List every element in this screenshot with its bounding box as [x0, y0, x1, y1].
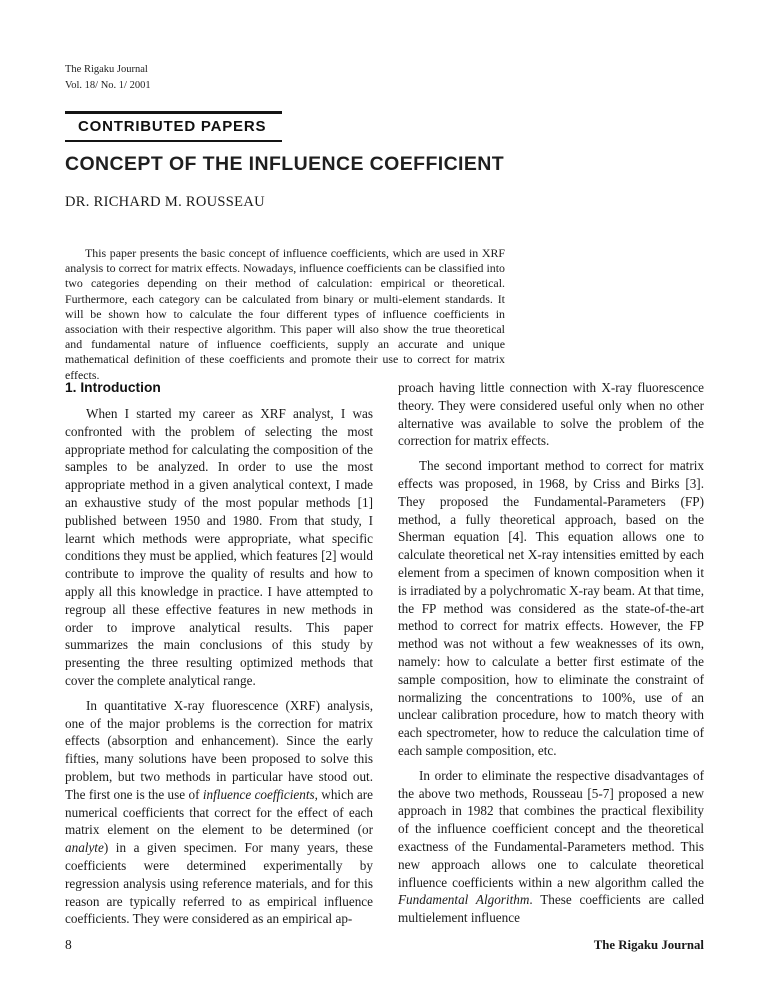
masthead-journal-name: The Rigaku Journal	[65, 64, 148, 75]
masthead	[65, 62, 151, 94]
left-column	[65, 379, 373, 935]
paragraph: In quantitative X-ray fluorescence (XRF) analysis, one of the major problems is the correction for matrix effects (absorption and enhancement). Since the early fifties, many solutions have been proposed to solve this problem, but two methods in particular have stood out. The first one is the use of influence coefficients, which are numerical coefficients that correct for the effect of each matrix element on the element to be determined (or analyte) in a given specimen. For many years, these coefficients were determined experimentally by regression analysis using reference materials, and for this reason are typically referred to as empirical influence coefficients. They were considered as an empirical ap-	[65, 697, 374, 927]
section-heading: 1. Introduction	[65, 380, 161, 395]
footer	[65, 937, 704, 953]
masthead-issue: Vol. 18/ No. 1/ 2001	[65, 80, 151, 91]
body-columns	[65, 379, 704, 935]
paragraph: In order to eliminate the respective disadvantages of the above two methods, Rousseau [5-7] proposed a new approach in 1982 that combines the practical flexibility of the influence coefficient concept and the theoretical exactness of the Fundamental-Parameters method. This new approach allows one to calculate theoretical influence coefficients within a new algorithm called the Fundamental Algorithm. These coefficients are called multielement influence	[398, 767, 704, 926]
paragraph: When I started my career as XRF analyst, I was confronted with the problem of selecting the most appropriate method for calculating the composition of the samples to be analyzed. In order to use the most appropriate method in a given analytical context, I made an exhaustive study of the most popular methods [1] published between 1950 and 1980. From that study, I learnt which methods were appropriate, what specific conditions they must be applied, which features [2] would contribute to improve the quality of results and how to apply all this knowledge in practice. I have attempted to regroup all these effective features in new methods in order to improve analytical results. This paper summarizes the main conclusions of this study by presenting the three resulting optimized methods that cover the complete analytical range.	[65, 406, 373, 688]
author-name: DR. RICHARD M. ROUSSEAU	[65, 194, 265, 210]
right-column	[398, 379, 704, 935]
footer-journal-name: The Rigaku Journal	[593, 938, 704, 952]
article-title: CONCEPT OF THE INFLUENCE COEFFICIENT	[65, 153, 505, 175]
paragraph: proach having little connection with X-ray fluorescence theory. They were considered useful only when no other alternative was available to solve the problem of the correction for matrix effects.	[398, 380, 704, 449]
paragraph: The second important method to correct for matrix effects was proposed, in 1968, by Criss and Birks [3]. They proposed the Fundamental-Parameters (FP) method, a fully theoretical approach, based on the Sherman equation [4]. This equation allows one to calculate theoretical net X-ray intensities emitted by each element from a specimen of known composition when it is irradiated by a polychromatic X-ray beam. At that time, the FP method was considered as the state-of-the-art method to correct for matrix effects. However, the FP method was not without a few weaknesses of its own, namely: how to calculate a better first estimate of the sample composition, how to eliminate the constraint of normalizing the concentrations to 100%, use of an unclear calibration procedure, how to match theory with each spectrometer, how to reduce the calculation time of each sample composition, etc.	[398, 458, 704, 758]
contributed-papers-banner: CONTRIBUTED PAPERS	[65, 111, 282, 142]
abstract: This paper presents the basic concept of influence coefficients, which are used in XRF analysis to correct for matrix effects. Nowadays, influence coefficients can be classified into two categories depending on their method of calculation: empirical or theoretical. Furthermore, each category can be calculated from binary or multi-element standards. It will be shown how to calculate the four different types of influence coefficients in association with their respective algorithm. This paper will also show the true theoretical and fundamental nature of influence coefficients, supply an accurate and unique mathematical definition of these coefficients and promote their use to correct for matrix effects.	[65, 246, 505, 382]
footer-page-number: 8	[65, 937, 72, 952]
